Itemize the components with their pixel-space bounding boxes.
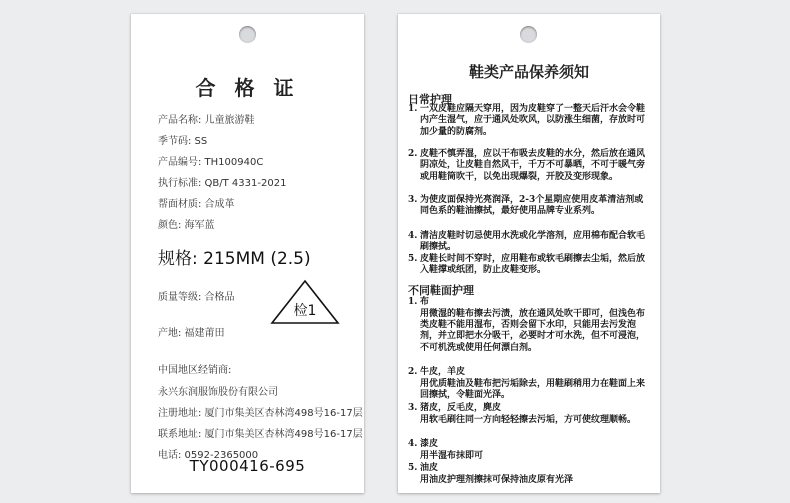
surface-care-text: 用软毛刷往同一方向轻轻擦去污垢，方可使纹理顺畅。 (420, 415, 637, 425)
phone: 电话: 0592-2365000 (158, 450, 259, 461)
inspection-badge-label: 检1 (293, 303, 317, 319)
contact-address: 联系地址: 厦门市集美区杏林湾498号16-17层 (158, 429, 363, 440)
daily-care-item: 1. 一双皮鞋应隔天穿用，因为皮鞋穿了一整天后汗水会令鞋内产生湿气，应于通风处吹风，以防涨生细菌，存放时可加少量的防腐剂。 (408, 104, 646, 137)
certificate-title: 合 格 证 (195, 76, 300, 100)
standard: 执行标准: QB/T 4331-2021 (158, 178, 287, 189)
size-spec: 规格: 215MM (2.5) (158, 249, 311, 269)
surface-care-item: 1. 布 (408, 297, 430, 307)
surface-care-item: 4. 漆皮 (408, 439, 439, 449)
daily-care-item: 4. 清洁皮鞋时切忌使用水洗或化学溶剂，应用棉布配合软毛刷擦拭。 (408, 231, 646, 253)
product-barcode-number: TY000416-695 (189, 457, 306, 475)
surface-care-item: 2. 牛皮，羊皮 (408, 367, 466, 377)
surface-care-text: 用优质鞋油及鞋布把污垢除去，用鞋刷稍用力在鞋面上来回擦拭，令鞋面光泽。 (420, 379, 646, 401)
surface-care-heading: 不同鞋面护理 (408, 284, 474, 297)
punch-hole (239, 26, 256, 43)
punch-hole (520, 26, 537, 43)
surface-care-text: 用半湿布抹即可 (420, 451, 484, 461)
daily-care-item: 2. 皮鞋不慎弄湿，应以干布吸去皮鞋的水分，然后放在通风阴凉处，让皮鞋自然风干，千万不可暴晒，不可于暖气旁或用鞋筒吹干，以免出现爆裂，开胶及变形现象。 (408, 149, 646, 182)
registered-address: 注册地址: 厦门市集美区杏林湾498号16-17层 (158, 408, 363, 419)
color: 颜色: 海军蓝 (158, 220, 215, 231)
certificate-tag (131, 14, 364, 493)
surface-care-item: 3. 猪皮，反毛皮，麂皮 (408, 403, 502, 413)
company-name: 永兴东润服饰股份有限公司 (158, 387, 278, 398)
product-code: 产品编号: TH100940C (158, 157, 264, 168)
daily-care-heading: 日常护理 (408, 93, 452, 106)
inspection-badge (270, 279, 340, 325)
daily-care-item: 5. 皮鞋长时间不穿时，应用鞋布或软毛刷擦去尘垢，然后放入鞋撑或纸团，防止皮鞋变形。 (408, 254, 646, 276)
distributor-heading: 中国地区经销商: (158, 365, 232, 376)
daily-care-item: 3. 为使皮面保持光亮润泽，2-3个星期应使用皮革清洁剂或同色系的鞋油擦拭，最好使用品牌专业系列。 (408, 195, 644, 217)
surface-care-item: 5. 油皮 (408, 463, 439, 473)
season-code: 季节码: SS (158, 136, 208, 147)
product-name: 产品名称: 儿童旅游鞋 (158, 115, 255, 126)
surface-care-text: 用油皮护理剂擦抹可保持油皮原有光泽 (420, 475, 574, 485)
upper-material: 帮面材质: 合成革 (158, 199, 235, 210)
care-instructions-tag (398, 14, 660, 493)
quality-grade: 质量等级: 合格品 (158, 292, 235, 303)
origin: 产地: 福建莆田 (158, 328, 225, 339)
surface-care-text: 用微湿的鞋布擦去污渍，放在通风处吹干即可，但浅色布类皮鞋不能用湿布，否则会留下水印，只能用去污发泡剂，并立即把水分吸干，必要时才可水洗，但不可浸泡，不可机洗或使用任何漂白剂。 (420, 309, 646, 353)
care-title: 鞋类产品保养须知 (468, 63, 589, 81)
